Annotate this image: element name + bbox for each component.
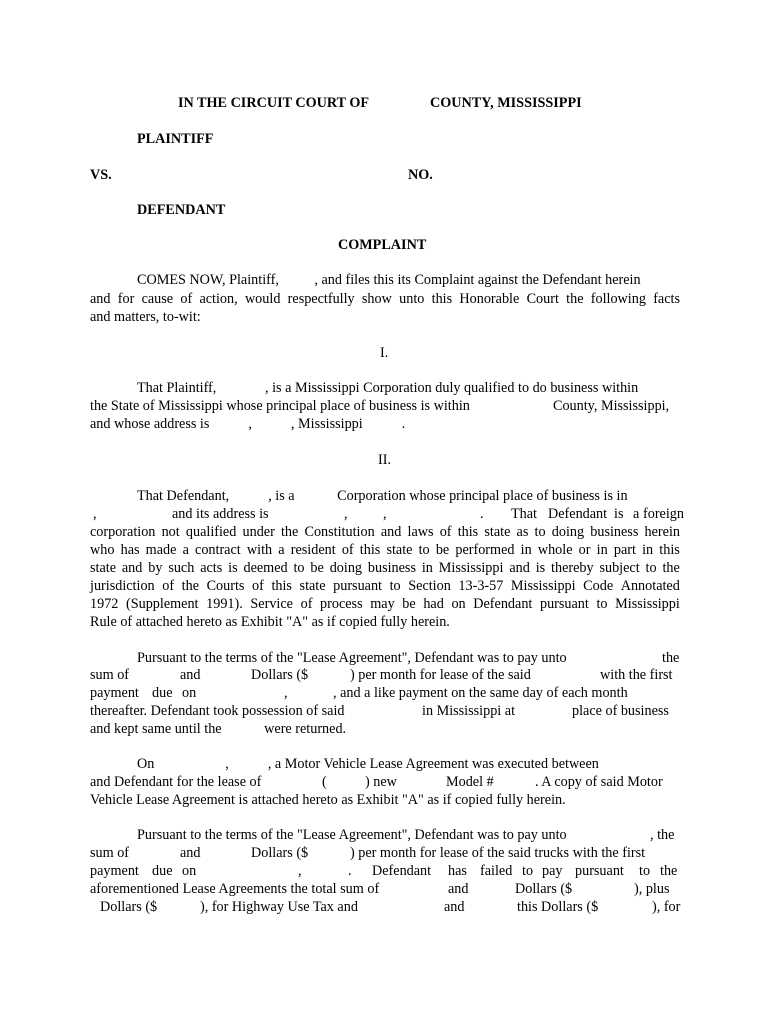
document-title: COMPLAINT <box>338 237 427 253</box>
section2-line-4: who has made a contract with a resident of this state to be performed in whole or in part in this <box>90 542 680 558</box>
section2-line-8: Rule of attached hereto as Exhibit "A" as if copied fully herein. <box>90 614 450 630</box>
section2-line-7: 1972 (Supplement 1991). Service of process may be had on Defendant pursuant to Mississippi <box>90 596 680 612</box>
section1-line-2b: County, Mississippi, <box>553 398 670 414</box>
section1-line-3: and whose address is , , Mississippi . <box>90 416 406 432</box>
intro-line-2: and for cause of action, would respectfully show unto this Honorable Court the following facts <box>90 291 680 307</box>
para4-line-1: On , , a Motor Vehicle Lease Agreement was executed between <box>137 756 599 772</box>
section1-line-1a: That Plaintiff, <box>137 380 217 396</box>
para4-line-3: Vehicle Lease Agreement is attached hereto as Exhibit "A" as if copied fully herein. <box>90 792 566 808</box>
county-heading: COUNTY, MISSISSIPPI <box>430 95 582 111</box>
section-numeral-1: I. <box>380 345 389 361</box>
court-heading: IN THE CIRCUIT COURT OF <box>178 95 370 111</box>
case-number-label: NO. <box>408 167 433 183</box>
section2-line-5: state and by such acts is deemed to be doing business in Mississippi and is thereby subject to the <box>90 560 680 576</box>
versus-label: VS. <box>90 167 112 183</box>
intro-line-3: and matters, to-wit: <box>90 309 201 325</box>
section-numeral-2: II. <box>378 452 391 468</box>
section2-line-1: That Defendant, , is a Corporation whose principal place of business is in <box>137 488 628 504</box>
defendant-label: DEFENDANT <box>137 202 226 218</box>
document-page: IN THE CIRCUIT COURT OF COUNTY, MISSISSIPPI PLAINTIFF VS. NO. DEFENDANT COMPLAINT COMES NOW, Plaintiff, , and files this its Complaint against the Defendant herein and for cause of action, would respectfully show unto this Honorable Court the following facts and matters, to-wit: I. That Plaintiff, , is a Mississippi Corporation duly qualified to do business within the State of Mississippi whose principal place of business is within County, Mississippi, and whose address is , , Mississippi . II. That Defendant, , is a Corporation whose principal place of business is in , and its address is , , . That Defendant is a foreign corporation not qualified under the Constitution and laws of this state as to doing business herein who has made a contract with a resident of this state to be performed in whole or in part in this state and by such acts is deemed to be doing business in Mississippi and is thereby subject to the jurisdiction of the Courts of this state pursuant to Section 13-3-57 Mississippi Code Annotated 1972 (Supplement 1991). Service of process may be had on Defendant pursuant to Mississippi Rule of attached hereto as Exhibit "A" as if copied fully herein. Pursuant to the terms of the "Lease Agreement", Defendant was to pay unto the sum of and Dollars ($ ) per month for lease of the said with the first payment due on , , and a like payment on the same day of each month thereafter. Defendant took possession of said in Mississippi at place of business and kept same until the were returned. On , , a Motor Vehicle Lease Agreement was executed between and Defendant for the lease of ( ) new Model # . A copy of said Motor Vehicle Lease Agreement is attached hereto as Exhibit "A" as if copied fully herein. Pursuant to the terms of the "Lease Agreement", Defendant was to pay unto , the sum of and Dollars ($ ) per month for lease of the said trucks with the first payment due on , . Defendant has failed to pay pursuant to the aforementioned Lease Agreements the total sum of and Dollars ($ ), plus Dollars ($ ), for Highway Use Tax and and this Dollars ($ ), for <box>90 95 684 915</box>
section2-line-3: corporation not qualified under the Constitution and laws of this state as to doing business herein <box>90 524 680 540</box>
intro-line-1: COMES NOW, Plaintiff, , and files this its Complaint against the Defendant herein <box>137 272 641 288</box>
plaintiff-label: PLAINTIFF <box>137 131 214 147</box>
section1-line-2a: the State of Mississippi whose principal place of business is within <box>90 398 470 414</box>
para3-line-5: and kept same until the were returned. <box>90 721 347 737</box>
section1-line-1b: , is a Mississippi Corporation duly qualified to do business within <box>265 380 639 396</box>
section2-line-6: jurisdiction of the Courts of this state pursuant to Section 13-3-57 Mississippi Code Annotated <box>90 578 680 594</box>
